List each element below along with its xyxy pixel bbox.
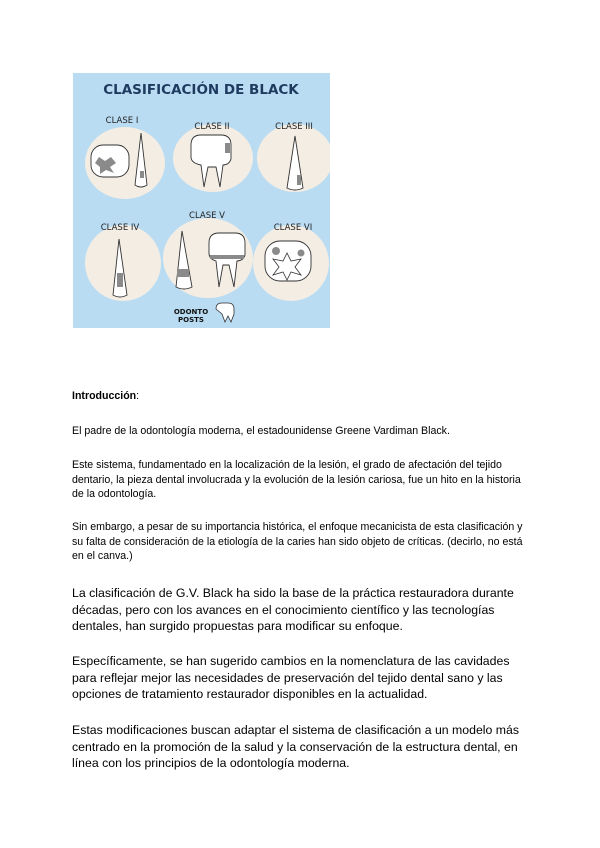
class-2-label: CLASE II <box>194 122 230 132</box>
paragraph-4: La clasificación de G.V. Black ha sido la base de la práctica restauradora durante décadas, pero con los avances en el conocimiento científico y las tecnologías dentales, han surgido propuestas para modificar su enfoque. <box>72 586 514 634</box>
class-2-lesion <box>225 143 230 153</box>
paragraph-6: Estas modificaciones buscan adaptar el sistema de clasificación a un modelo más centrado en la promoción de la salud y la conservación de la estructura dental, en línea con los principios de la odontología moderna. <box>72 723 520 771</box>
tooth-mascot-icon <box>216 303 234 322</box>
class-1-label: CLASE I <box>105 116 139 126</box>
black-classification-infographic <box>73 73 330 328</box>
logo-line-1: ODONTO <box>173 308 209 316</box>
class-5-lesion-1 <box>177 269 189 277</box>
class-6-lesion-1 <box>272 247 280 255</box>
introduction-heading-colon: : <box>136 390 140 402</box>
odontoposts-logo <box>174 303 234 324</box>
paragraph-3: Sin embargo, a pesar de su importancia histórica, el enfoque mecanicista de esta clasificación y su falta de consideración de la etiología de la caries han sido objeto de críticas. (decirlo, no está en el canva.) <box>72 521 523 562</box>
paragraph-1: El padre de la odontología moderna, el estadounidense Greene Vardiman Black. <box>72 425 450 437</box>
class-5-label: CLASE V <box>189 211 225 221</box>
class-6-lesion-2 <box>298 250 305 257</box>
class-4-lesion <box>117 273 123 287</box>
class-3-panel <box>257 122 330 192</box>
class-1-panel <box>85 116 165 199</box>
class-5-lesion-2 <box>210 255 244 259</box>
class-2-panel <box>173 122 253 192</box>
logo-line-2: POSTS <box>178 316 204 324</box>
class-3-lesion <box>297 175 301 185</box>
class-5-panel <box>163 211 253 298</box>
introduction-heading <box>72 389 532 403</box>
paragraph-5: Específicamente, se han sugerido cambios en la nomenclatura de las cavidades para reflejar mejor las necesidades de preservación del tejido dental sano y las opciones de tratamiento restaurador disponibles en la actualidad. <box>72 654 510 702</box>
cusp-molar-icon <box>265 241 311 281</box>
infographic-title: CLASIFICACIÓN DE BLACK <box>103 82 299 98</box>
infographic-svg <box>73 73 330 328</box>
class-1-lesion-2 <box>140 171 144 178</box>
class-3-label: CLASE III <box>275 122 313 132</box>
paragraph-2: Este sistema, fundamentado en la localización de la lesión, el grado de afectación del tejido dentario, la pieza dental involucrada y la evolución de la lesión cariosa, fue un hito en la historia de la odontología. <box>72 459 521 500</box>
class-4-panel <box>85 223 161 301</box>
introduction-heading-text: Introducción <box>72 390 137 402</box>
class-6-panel <box>253 223 329 301</box>
class-6-label: CLASE VI <box>273 223 313 233</box>
class-4-label: CLASE IV <box>100 223 140 233</box>
